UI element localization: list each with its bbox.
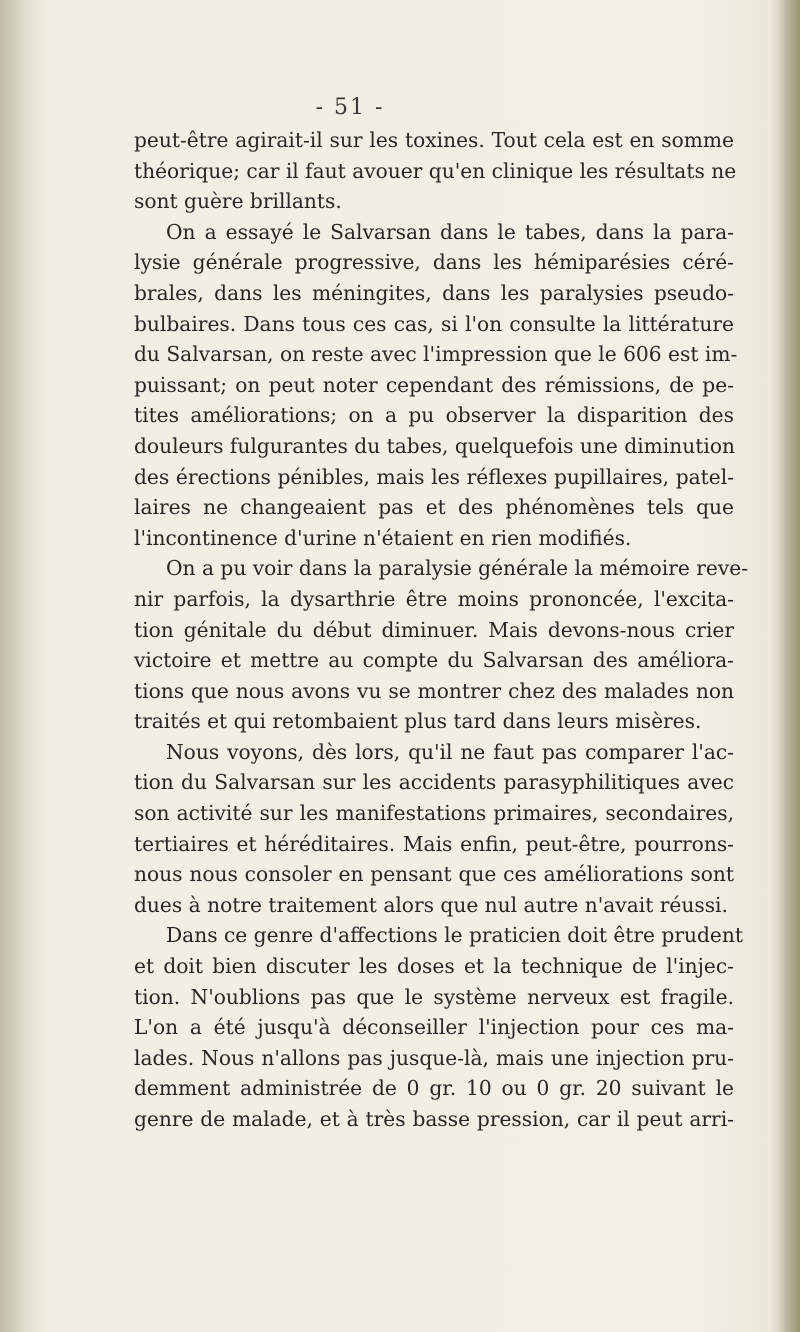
text-line: demment administrée de 0 gr. 10 ou 0 gr. 20 suivant le xyxy=(134,1076,734,1101)
page-edge xyxy=(778,0,800,1332)
text-line: laires ne changeaient pas et des phénomènes tels que xyxy=(134,495,734,520)
text-line: lysie générale progressive, dans les hémiparésies céré- xyxy=(134,250,734,275)
text-line: tions que nous avons vu se montrer chez des malades non xyxy=(134,678,734,703)
page-number: - 51 - xyxy=(315,95,385,120)
text-line: douleurs fulgurantes du tabes, quelquefois une diminution xyxy=(134,433,735,458)
text-line: des érections pénibles, mais les réflexes pupillaires, patel- xyxy=(134,464,734,489)
text-line: On a essayé le Salvarsan dans le tabes, dans la para- xyxy=(166,219,734,244)
text-line: tertiaires et héréditaires. Mais enfin, peut-être, pourrons- xyxy=(134,831,734,856)
text-line: lades. Nous n'allons pas jusque-là, mais une injection pru- xyxy=(134,1045,734,1070)
text-line: son activité sur les manifestations primaires, secondaires, xyxy=(134,801,734,826)
text-line: tion génitale du début diminuer. Mais devons-nous crier xyxy=(134,617,734,642)
text-line: théorique; car il faut avouer qu'en clinique les résultats ne xyxy=(134,158,737,183)
text-line: brales, dans les méningites, dans les paralysies pseudo- xyxy=(134,280,734,305)
text-line: nous nous consoler en pensant que ces améliorations sont xyxy=(134,862,734,887)
text-line: tion du Salvarsan sur les accidents parasyphilitiques avec xyxy=(134,770,734,795)
text-line: nir parfois, la dysarthrie être moins prononcée, l'excita- xyxy=(134,586,734,611)
text-line: genre de malade, et à très basse pression, car il peut arri- xyxy=(134,1107,734,1131)
text-line: du Salvarsan, on reste avec l'impression que le 606 est im- xyxy=(134,342,738,367)
text-line: bulbaires. Dans tous ces cas, si l'on consulte la littérature xyxy=(134,311,734,336)
text-line: Dans ce genre d'affections le praticien doit être prudent xyxy=(166,923,743,948)
text-line: tites améliorations; on a pu observer la disparition des xyxy=(134,403,734,428)
text-line: victoire et mettre au compte du Salvarsan des améliora- xyxy=(134,648,734,673)
text-line: l'incontinence d'urine n'étaient en rien modifiés. xyxy=(134,525,632,550)
text-line: dues à notre traitement alors que nul autre n'avait réussi. xyxy=(134,892,728,917)
text-line: tion. N'oublions pas que le système nerveux est fragile. xyxy=(134,984,734,1009)
text-line: peut-être agirait-il sur les toxines. Tout cela est en somme xyxy=(134,128,734,152)
page-gutter-shadow xyxy=(0,0,40,1332)
text-line: Nous voyons, dès lors, qu'il ne faut pas comparer l'ac- xyxy=(166,739,734,764)
text-line: traités et qui retombaient plus tard dans leurs misères. xyxy=(134,709,702,734)
body-text xyxy=(134,125,749,1135)
text-line: On a pu voir dans la paralysie générale la mémoire reve- xyxy=(166,556,749,581)
text-line: puissant; on peut noter cependant des rémissions, de pe- xyxy=(134,372,734,397)
text-line: sont guère brillants. xyxy=(134,189,342,214)
text-line: L'on a été jusqu'à déconseiller l'injection pour ces ma- xyxy=(134,1015,734,1040)
text-line: et doit bien discuter les doses et la technique de l'injec- xyxy=(134,954,734,979)
